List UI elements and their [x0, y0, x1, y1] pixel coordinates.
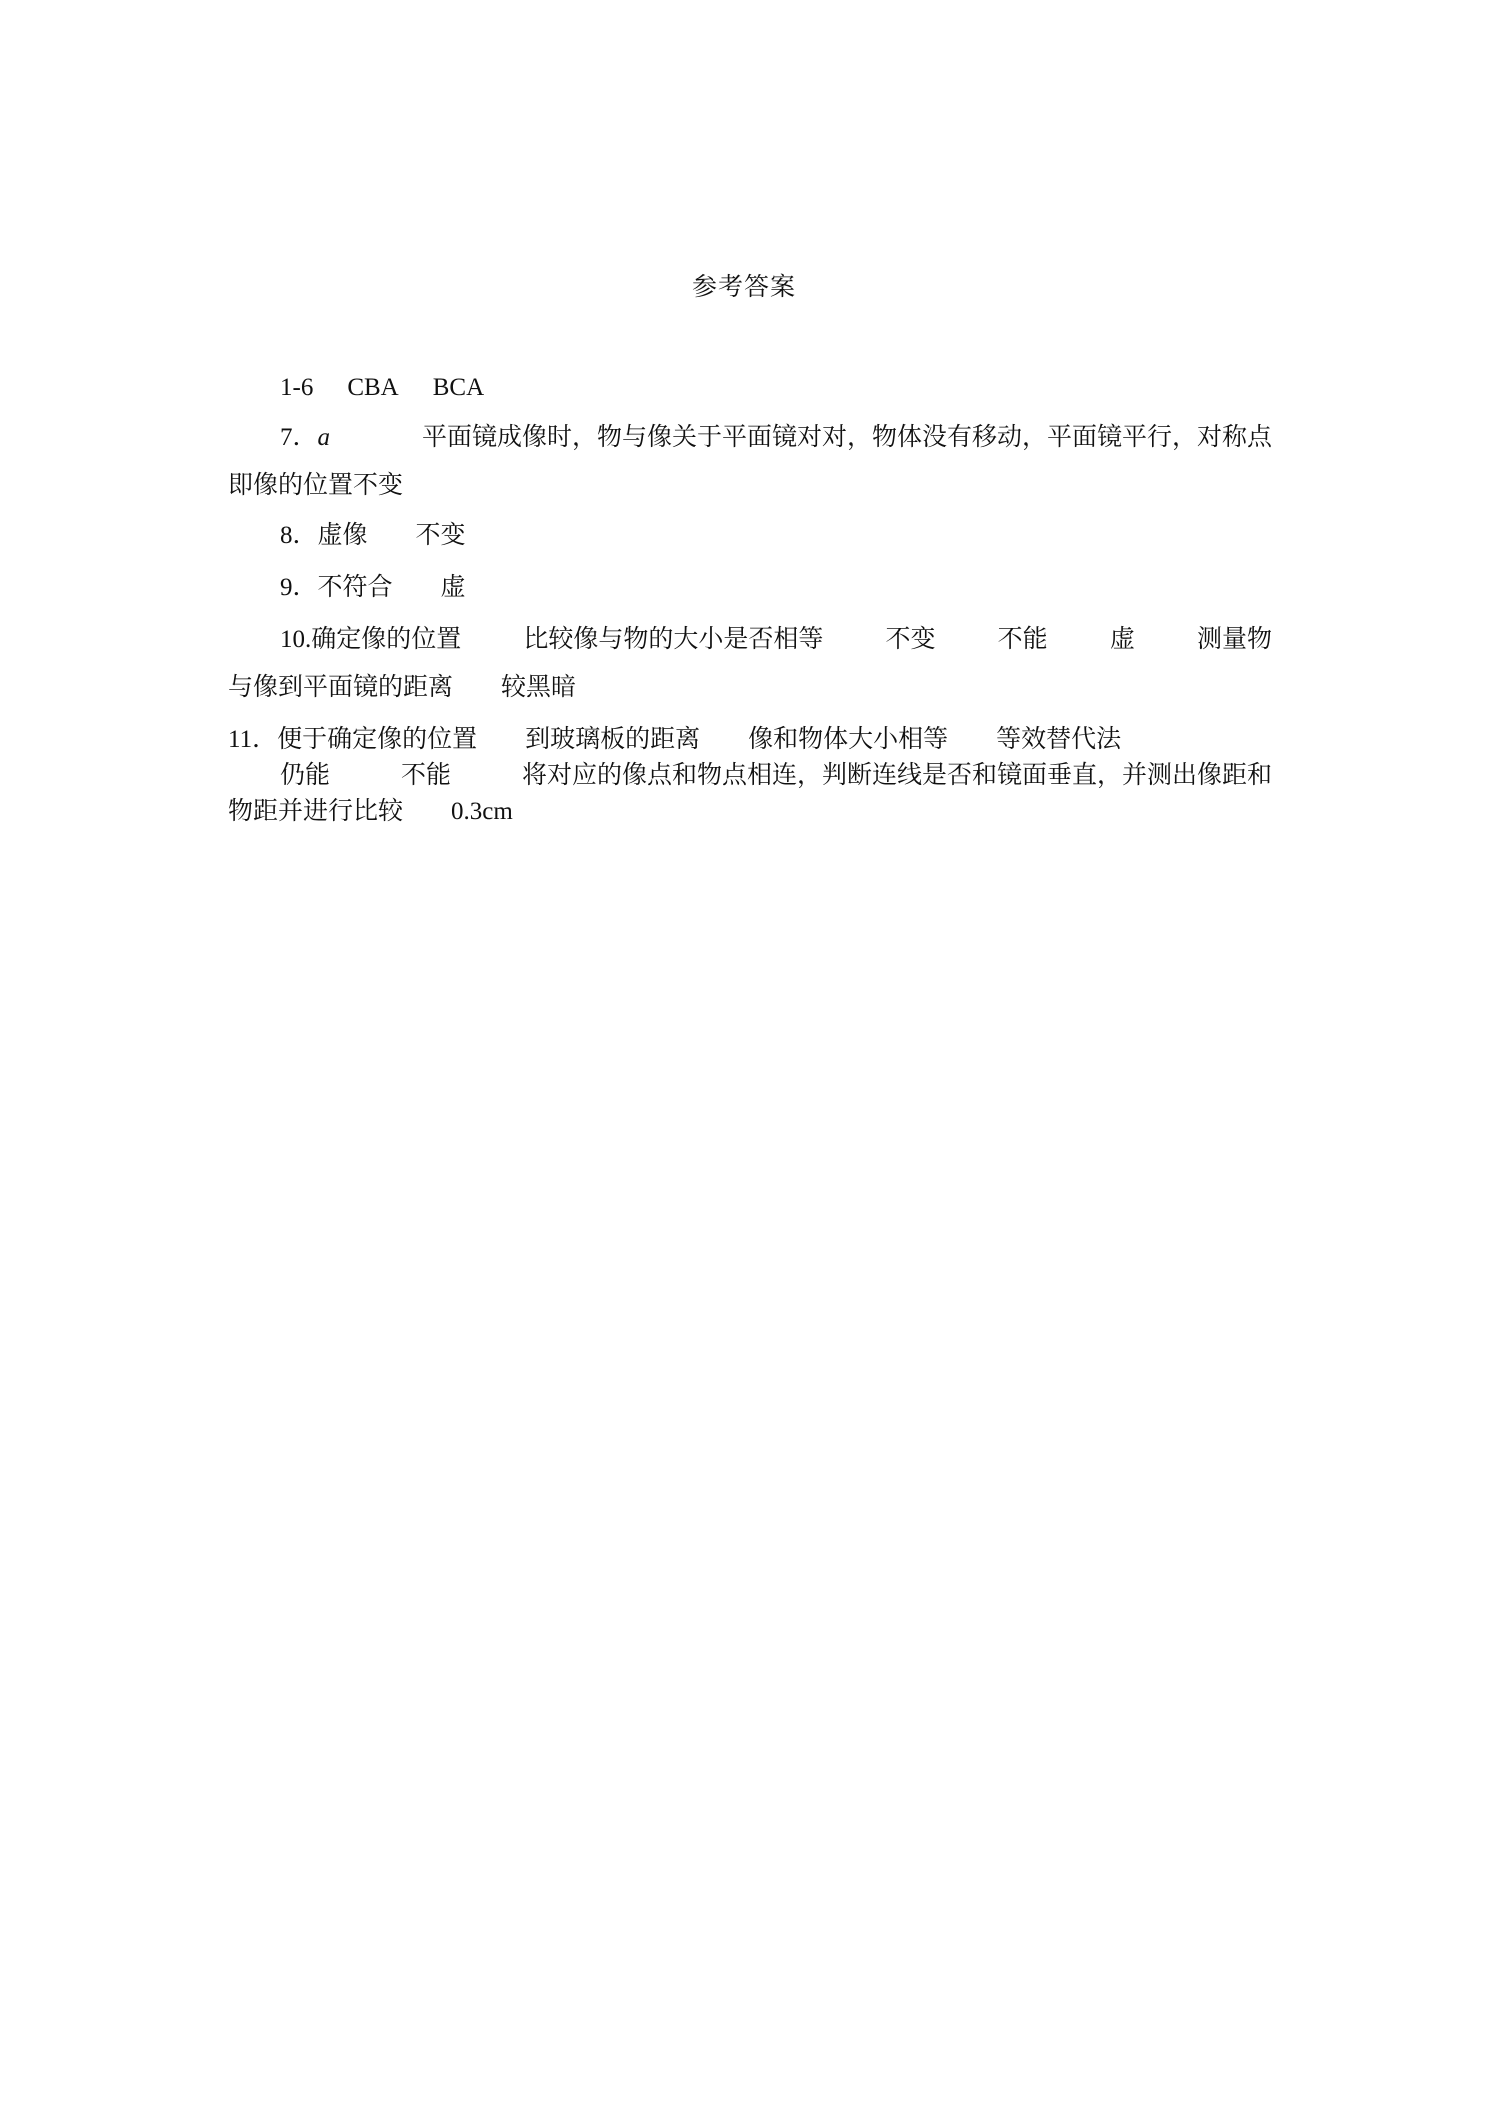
answer-text: 测量物 — [1196, 624, 1272, 653]
answer-text: 比较像与物的大小是否相等 — [523, 624, 824, 653]
answer-1-6 — [280, 371, 484, 404]
answer-text: 0.3cm — [451, 798, 513, 825]
answer-text: 仍能 — [280, 760, 331, 789]
answer-text: 不能 — [997, 624, 1048, 653]
answer-9 — [280, 571, 466, 604]
answer-7-line2: 即像的位置不变 — [228, 470, 404, 499]
question-number: 8． — [280, 522, 318, 549]
answer-text: 不变 — [415, 520, 466, 549]
answer-10-line2 — [228, 671, 576, 703]
answer-11-line3 — [228, 795, 513, 828]
answer-variable: a — [317, 424, 331, 451]
answer-text: 不变 — [885, 624, 936, 653]
answer-text: 等效替代法 — [996, 724, 1122, 753]
answer-text: 确定像的位置 — [311, 624, 462, 653]
answer-text: 较黑暗 — [501, 672, 577, 701]
answer-8 — [280, 519, 466, 552]
answer-text: 虚 — [440, 572, 466, 601]
answer-10-line1 — [280, 623, 1272, 656]
answer-text: 像和物体大小相等 — [748, 724, 949, 753]
answer-11-line1 — [228, 723, 1121, 756]
answer-11-line2 — [280, 759, 1272, 791]
answer-text: 虚 — [1109, 624, 1135, 653]
question-number: 7． — [280, 424, 318, 451]
answer-text: 虚像 — [317, 520, 368, 549]
answer-text: 不符合 — [317, 572, 393, 601]
page-title: 参考答案 — [691, 272, 796, 301]
answer-7-head — [280, 421, 330, 454]
question-number: 11． — [228, 726, 278, 753]
answer-text: 物距并进行比较 — [228, 796, 404, 825]
answer-text: 便于确定像的位置 — [277, 724, 478, 753]
answer-10-head — [280, 623, 461, 656]
answer-text: 到玻璃板的距离 — [525, 724, 701, 753]
answer-text: 不能 — [400, 760, 451, 789]
answer-text: 平面镜成像时，物与像关于平面镜对对，物体没有移动，平面镜平行，对称点 — [421, 422, 1272, 451]
answer-7-line1 — [280, 421, 1272, 454]
answer-text: 与像到平面镜的距离 — [228, 672, 454, 701]
answer-text: CBA — [347, 374, 399, 401]
question-number: 10. — [280, 626, 312, 653]
question-number: 1-6 — [280, 374, 314, 401]
answer-text: BCA — [432, 374, 485, 401]
answer-text: 将对应的像点和物点相连，判断连线是否和镜面垂直，并测出像距和 — [521, 760, 1272, 789]
question-number: 9． — [280, 574, 318, 601]
